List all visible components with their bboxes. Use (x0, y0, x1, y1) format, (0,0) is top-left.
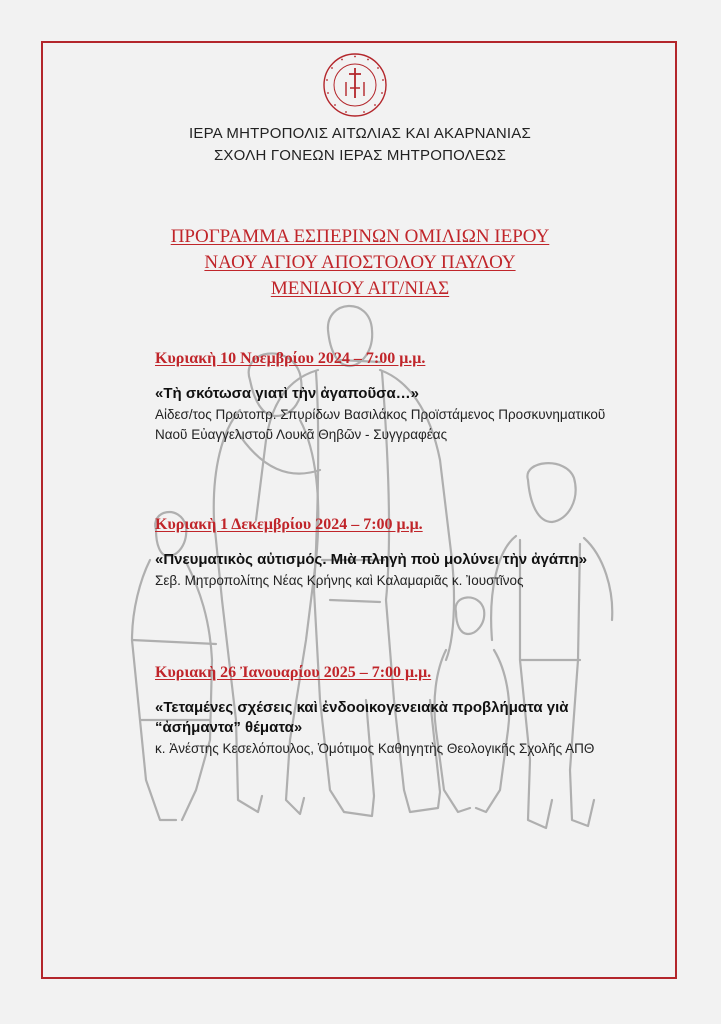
metropolis-seal-logo (322, 52, 388, 118)
program-title-line-1: ΠΡΟΓΡΑΜΜΑ ΕΣΠΕΡΙΝΩΝ ΟΜΙΛΙΩΝ ΙΕΡΟΥ (170, 226, 550, 247)
event-date: Κυριακὴ 10 Νοεμβρίου 2024 – 7:00 μ.μ. (155, 350, 426, 367)
program-title (80, 224, 640, 302)
event-3 (155, 664, 625, 759)
event-talk-title: «Πνευματικὸς αὐτισμός. Μιὰ πληγὴ ποὺ μολύνει τὴν ἀγάπη» (155, 551, 588, 568)
event-1 (155, 350, 625, 445)
event-talk-title: «Τὴ σκότωσα γιατὶ τὴν ἀγαποῦσα…» (155, 385, 420, 402)
metropolis-name: ΙΕΡΑ ΜΗΤΡΟΠΟΛΙΣ ΑΙΤΩΛΙΑΣ ΚΑΙ ΑΚΑΡΝΑΝΙΑΣ (189, 125, 531, 142)
program-title-line-2: ΝΑΟΥ ΑΓΙΟΥ ΑΠΟΣΤΟΛΟΥ ΠΑΥΛΟΥ (204, 252, 516, 273)
event-talk-title: «Τεταμένες σχέσεις καὶ ἐνδοοικογενειακὰ προβλήματα γιὰ “ἀσήμαντα” θέματα» (155, 699, 569, 736)
parents-school-name: ΣΧΟΛΗ ΓΟΝΕΩΝ ΙΕΡΑΣ ΜΗΤΡΟΠΟΛΕΩΣ (213, 147, 507, 164)
event-date: Κυριακὴ 26 Ἰανουαρίου 2025 – 7:00 μ.μ. (155, 664, 432, 681)
event-speaker: κ. Ἀνέστης Κεσελόπουλος, Ὁμότιμος Καθηγητὴς Θεολογικῆς Σχολῆς ΑΠΘ (155, 741, 595, 756)
event-2 (155, 516, 625, 591)
red-page-border (41, 41, 677, 979)
event-speaker: Αἰδεσ/τος Πρωτοπρ. Σπυρίδων Βασιλάκος Προϊστάμενος Προσκυνηματικοῦ Ναοῦ Εὐαγγελιστοῦ Λουκᾶ Θηβῶν - Συγγραφέας (155, 407, 606, 442)
event-date: Κυριακὴ 1 Δεκεμβρίου 2024 – 7:00 μ.μ. (155, 516, 423, 533)
event-speaker: Σεβ. Μητροπολίτης Νέας Κρήνης καὶ Καλαμαριᾶς κ. Ἰουστῖνος (155, 573, 524, 588)
program-title-line-3: ΜΕΝΙΔΙΟΥ ΑΙΤ/ΝΙΑΣ (270, 278, 450, 299)
